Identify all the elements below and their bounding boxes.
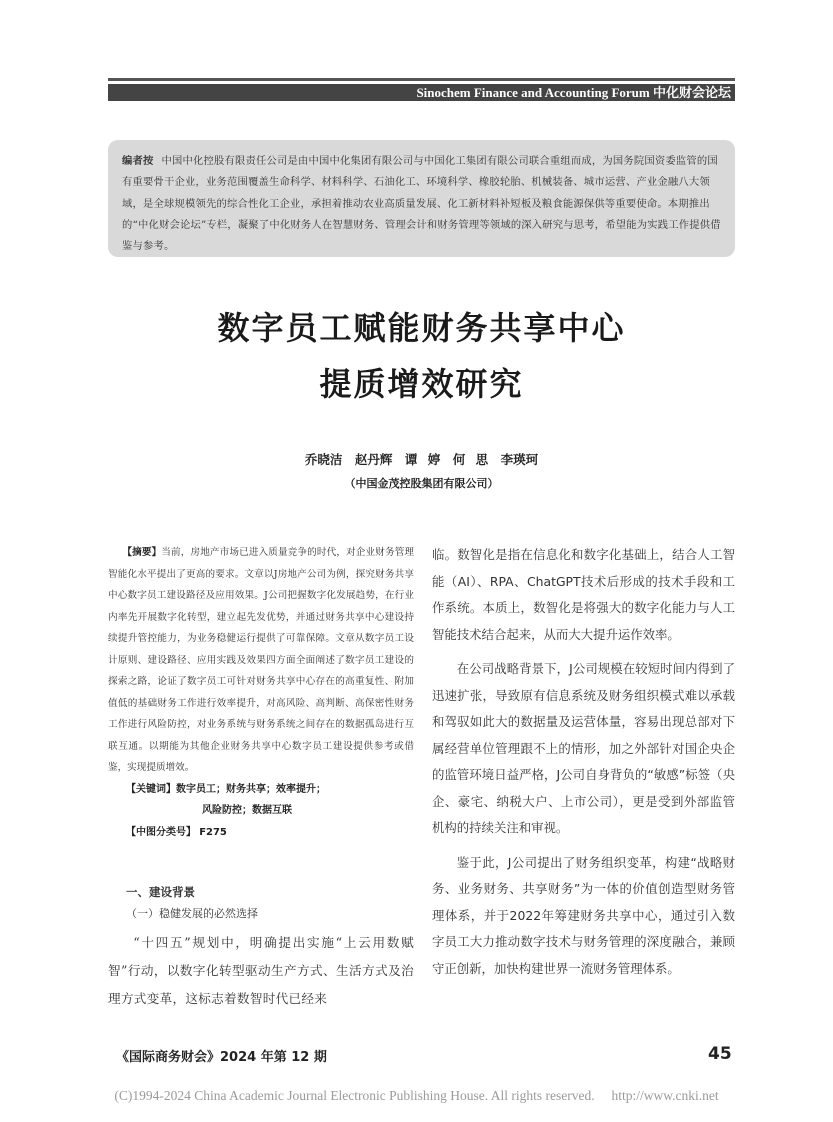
keywords-cont — [108, 800, 414, 822]
clc-label: 【中图分类号】 — [126, 826, 196, 838]
right-column — [432, 542, 735, 990]
journal-info: 《国际商务财会》2024 年第 12 期 — [116, 1050, 327, 1065]
body-paragraph: 临。数智化是指在信息化和数字化基础上，结合人工智能（AI）、RPA、ChatGPT技术后形成的技术手段和工作系统。本质上，数智化是将强大的数字化能力与人工智能技术结合起来，从而大大提升运作效率。 — [432, 547, 735, 642]
keywords-line-2: 风险防控；数据互联 — [202, 805, 292, 816]
clc-value: F275 — [199, 826, 227, 838]
forum-name-en: Sinochem Finance and Accounting Forum — [416, 85, 650, 100]
body-paragraph: 在公司战略背景下，J公司规模在较短时间内得到了迅速扩张，导致原有信息系统及财务组织模式难以承载和驾驭如此大的数据量及运营体量，容易出现总部对下属经营单位管理跟不上的情形，加之外部针对国企央企的监管环境日益严格，J公司自身背负的“敏感”标签（央企、豪宅、纳税大户、上市公司），更是受到外部监管机构的持续关注和审视。 — [432, 661, 735, 835]
abstract-text: 当前，房地产市场已进入质量竞争的时代，对企业财务管理智能化水平提出了更高的要求。文章以J房地产公司为例，探究财务共享中心数字员工建设路径及应用效果。J公司把握数字化发展趋势，在行业内率先开展数字化转型，建立起先发优势，并通过财务共享中心建设持续提升管控能力，为业务稳健运行提供了可靠保障。文章从数字员工设计原则、建设路径、应用实践及效果四方面全面阐述了数字员工建设的探索之路，论证了数字员工可针对财务共享中心存在的高重复性、附加值低的基础财务工作进行效率提升，对高风险、高判断、高保密性财务工作进行风险防控，对业务系统与财务系统之间存在的数据孤岛进行互联互通。以期能为其他企业财务共享中心数字员工建设提供参考或借鉴，实现提质增效。 — [108, 547, 415, 773]
keywords-label: 【关键词】 — [126, 783, 176, 795]
forum-name-cn: 中化财会论坛 — [652, 85, 731, 100]
body-paragraph: “十四五”规划中，明确提出实施“上云用数赋智”行动，以数字化转型驱动生产方式、生活方式及治理方式变革，这标志着数智时代已经来 — [108, 935, 414, 1006]
page-number: 45 — [708, 1044, 732, 1064]
column-header — [108, 84, 735, 101]
subsection-heading: （一）稳健发展的必然选择 — [126, 907, 258, 920]
section-heading: 一、建设背景 — [126, 885, 195, 899]
title-line-2: 提质增效研究 — [319, 365, 524, 403]
left-column — [108, 542, 414, 1013]
editor-note-text: 中国中化控股有限责任公司是由中国中化集团有限公司与中国化工集团有限公司联合重组而成，为国务院国资委监管的国有重要骨干企业，业务范围覆盖生命科学、材料科学、石油化工、环境科学、橡胶轮胎、机械装备、城市运营、产业金融八大领域，是全球规模领先的综合性化工企业，承担着推动农业高质量发展、化工新材料补短板及粮食能源保供等重要使命。本期推出的“中化财会论坛”专栏，凝聚了中化财务人在智慧财务、管理会计和财务管理等领域的深入研究与思考，希望能为实践工作提供借鉴与参考。 — [122, 155, 721, 253]
keywords-line-1: 数字员工；财务共享；效率提升； — [176, 783, 326, 795]
title-line-1: 数字员工赋能财务共享中心 — [217, 309, 626, 347]
authors: 乔晓洁 赵丹辉 谭 婷 何 思 李瑛珂 — [304, 452, 539, 467]
clc-code — [108, 822, 414, 844]
keywords — [108, 779, 414, 801]
editor-note-label: 编者按 — [122, 155, 154, 167]
editor-note — [108, 140, 735, 257]
abstract-label: 【摘要】 — [122, 547, 162, 558]
article-title — [108, 300, 735, 412]
body-paragraph: 鉴于此，J公司提出了财务组织变革，构建“战略财务、业务财务、共享财务”为一体的价值创造型财务管理体系，并于2022年筹建财务共享中心，通过引入数字员工大力推动数字技术与财务管理的深度融合，兼顾守正创新，加快构建世界一流财务管理体系。 — [432, 854, 735, 976]
header-rule — [108, 78, 735, 81]
abstract — [108, 542, 414, 779]
affiliation: （中国金茂控股集团有限公司） — [344, 477, 499, 490]
copyright-notice: (C)1994-2024 China Academic Journal Electronic Publishing House. All rights reserved. http://www.cnki.net — [114, 1088, 719, 1103]
